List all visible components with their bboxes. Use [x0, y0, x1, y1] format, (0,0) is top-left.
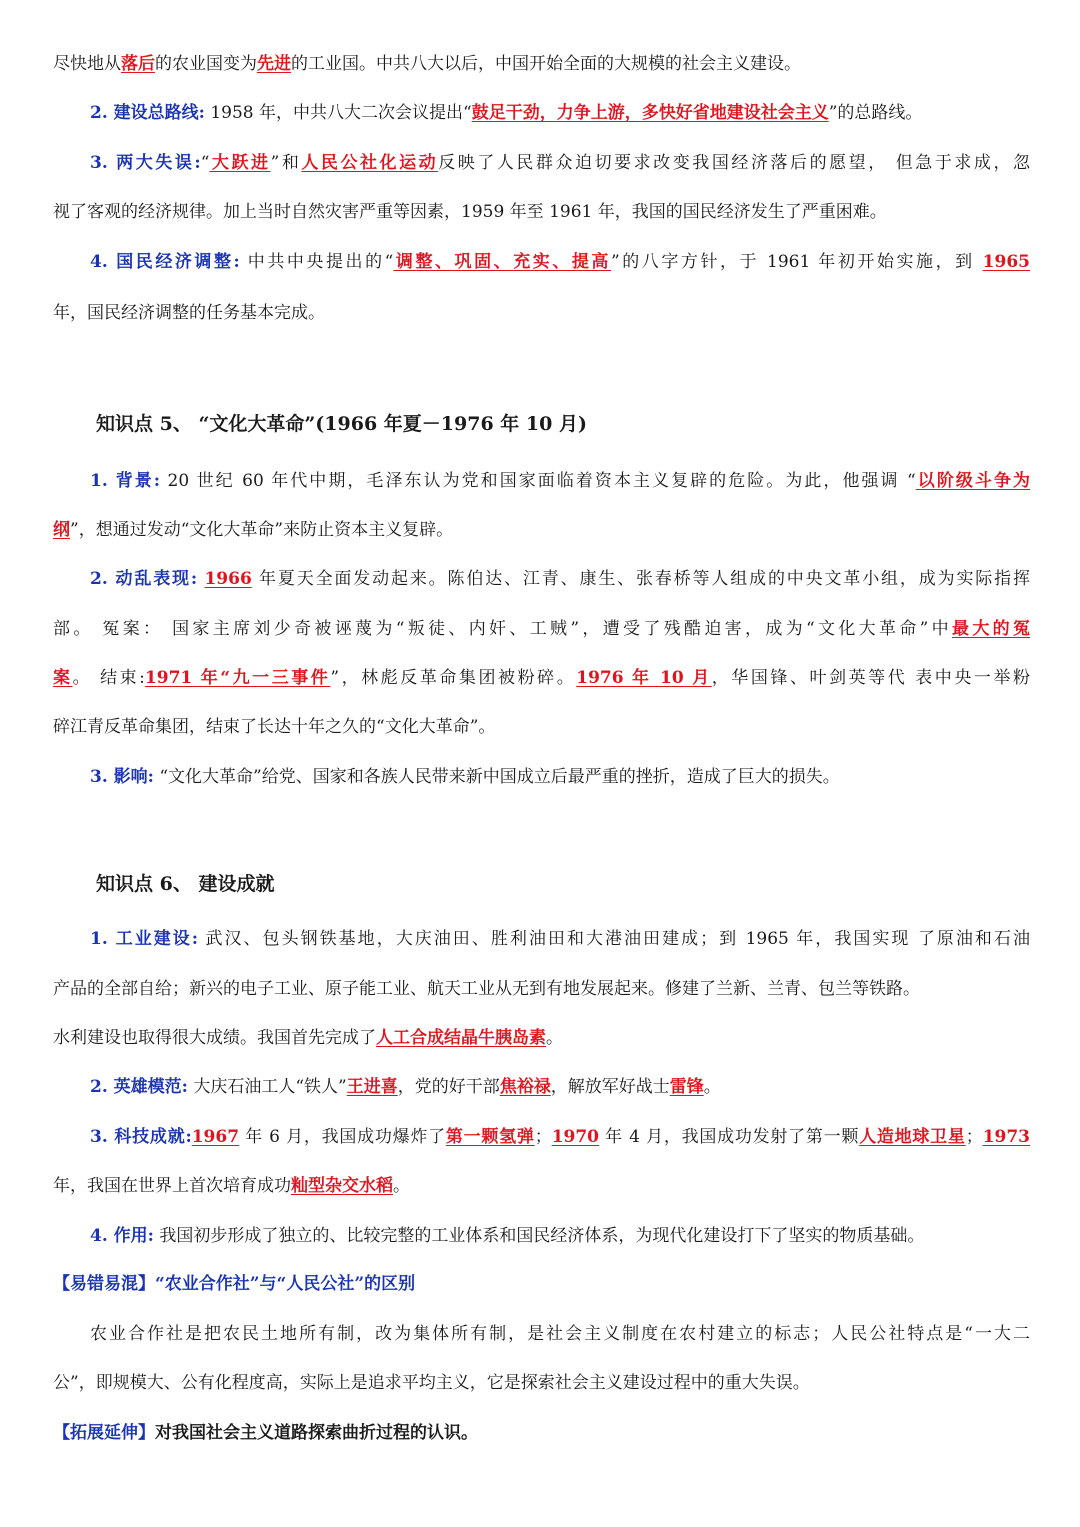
point-label: 2. 英雄模范: [90, 1077, 188, 1097]
paragraph-line [90, 101, 1033, 125]
text: 农业合作社是把农民土地所有制，改为集体所有制，是社会主义制度在农村建立的标志；人民公社特点是“一大二 [90, 1324, 1030, 1344]
text: 武汉、包头钢铁基地，大庆油田、胜利油田和大港油田建成；到 1965 年，我国实现 了原油和石油 [198, 929, 1030, 949]
text: 碎江青反革命集团，结束了长达十年之久的“文化大革命”。 [53, 717, 496, 737]
text: 的农业国变为 [155, 54, 257, 74]
text: 我国初步形成了独立的、比较完整的工业体系和国民经济体系，为现代化建设打下了坚实的物质基础。 [153, 1226, 925, 1246]
key-term: 人民公社化运动 [301, 153, 439, 173]
text: 年，国民经济调整的任务基本完成。 [53, 303, 325, 323]
key-term: 先进 [257, 54, 291, 74]
key-term: 1965 [982, 252, 1030, 272]
text: ，华国锋、叶剑英等代 表中央一举粉 [711, 668, 1031, 688]
key-term: 落后 [121, 54, 155, 74]
point-label: 3. 科技成就: [90, 1127, 192, 1147]
key-term: 1967 [191, 1127, 240, 1147]
text: 中共中央提出的“ [239, 252, 394, 272]
text: ”，想通过发动“文化大革命”来防止资本主义复辟。 [70, 520, 454, 540]
section-heading: 知识点 5、 “文化大革命”(1966 年夏－1976 年 10 月) [96, 413, 587, 435]
key-term: 调整、巩固、充实、提高 [393, 252, 611, 272]
text: 产品的全部自给；新兴的电子工业、原子能工业、航天工业从无到有地发展起来。修建了兰新、兰青、包兰等铁路。 [53, 979, 920, 999]
key-term: 鼓足干劲，力争上游，多快好省地建设社会主义 [471, 103, 829, 123]
text: ，解放军好战士 [550, 1077, 670, 1097]
note-title: 对我国社会主义道路探索曲折过程的认识。 [155, 1423, 478, 1443]
paragraph-line [53, 1371, 1033, 1395]
text: 20 世纪 60 年代中期，毛泽东认为党和国家面临着资本主义复辟的危险。为此，他强调 “ [160, 471, 916, 491]
point-label: 4. 作用: [90, 1226, 154, 1246]
point-label: 1. 工业建设: [90, 929, 199, 949]
paragraph-line [53, 715, 1033, 739]
paragraph-line [90, 927, 1030, 951]
paragraph-line [53, 518, 1033, 542]
text: ； [534, 1127, 552, 1147]
section-heading: 知识点 6、 建设成就 [96, 873, 275, 895]
text: 大庆石油工人“铁人” [187, 1077, 347, 1097]
key-term: 人工合成结晶牛胰岛素 [376, 1028, 546, 1048]
key-term: 焦裕禄 [499, 1077, 551, 1097]
note-heading [53, 1272, 1033, 1296]
key-term: 雷锋 [669, 1077, 704, 1097]
paragraph-line [53, 977, 1033, 1001]
text: 尽快地从 [53, 54, 121, 74]
text: 水利建设也取得很大成绩。我国首先完成了 [53, 1028, 376, 1048]
text: 年夏天全面发动起来。陈伯达、江青、康生、张春桥等人组成的中央文革小组，成为实际指挥 [251, 569, 1030, 589]
text: 1958 年，中共八大二次会议提出“ [204, 103, 472, 123]
paragraph-line [90, 1075, 1033, 1099]
paragraph-line [53, 52, 1033, 76]
text: 反映了人民群众迫切要求改变我国经济落后的愿望， 但急于求成，忽 [438, 153, 1031, 173]
text: “ [200, 153, 210, 173]
note-tag: 【易错易混】 [53, 1274, 155, 1294]
paragraph-line [53, 666, 1030, 690]
key-term: 最大的冤 [952, 619, 1031, 639]
paragraph-line [90, 765, 1033, 789]
key-term: 1970 [551, 1127, 600, 1147]
text: 。 [703, 1077, 721, 1097]
text: 。 [546, 1028, 563, 1048]
text: 公”，即规模大、公有化程度高，实际上是追求平均主义，它是探索社会主义建设过程中的重大失误。 [53, 1373, 810, 1393]
note-heading [53, 1421, 1033, 1445]
paragraph-line [53, 301, 1033, 325]
paragraph-line [53, 200, 1033, 224]
text: ； [965, 1127, 983, 1147]
paragraph-line [53, 1026, 1033, 1050]
text: ”，林彪反革命集团被粉碎。 [330, 668, 577, 688]
text: 年 6 月，我国成功爆炸了 [239, 1127, 446, 1147]
paragraph-line [53, 1174, 1033, 1198]
text: 的工业国。中共八大以后，中国开始全面的大规模的社会主义建设。 [291, 54, 801, 74]
text: 部。 冤案： 国家主席刘少奇被诬蔑为“叛徒、内奸、工贼”，遭受了残酷迫害，成为“文化大革命”中 [53, 619, 953, 639]
key-term: 1973 [982, 1127, 1031, 1147]
key-term: 以阶级斗争为 [915, 471, 1030, 491]
text: 视了客观的经济规律。加上当时自然灾害严重等因素，1959 年至 1961 年，我国的国民经济发生了严重困难。 [53, 202, 887, 222]
paragraph-line [90, 469, 1030, 493]
paragraph-line [90, 250, 1030, 274]
text: 。 [393, 1176, 410, 1196]
note-title: “农业合作社”与“人民公社”的区别 [155, 1274, 416, 1294]
paragraph-line [90, 151, 1030, 175]
paragraph-line [90, 567, 1030, 591]
key-term: 1966 [204, 569, 252, 589]
text: ”的八字方针，于 1961 年初开始实施，到 [610, 252, 983, 272]
key-term: 纲 [53, 520, 70, 540]
key-term: 案 [53, 668, 73, 688]
paragraph-line [53, 617, 1030, 641]
point-label: 2. 动乱表现: [90, 569, 198, 589]
text: “文化大革命”给党、国家和各族人民带来新中国成立后最严重的挫折，造成了巨大的损失。 [153, 767, 840, 787]
key-term: 王进喜 [346, 1077, 398, 1097]
paragraph-line [90, 1322, 1030, 1346]
key-term: 1971 年“九一三事件 [144, 668, 331, 688]
text: 年 4 月，我国成功发射了第一颗 [599, 1127, 860, 1147]
key-term: 大跃进 [209, 153, 271, 173]
point-label: 4. 国民经济调整: [90, 252, 240, 272]
key-term: 籼型杂交水稻 [291, 1176, 393, 1196]
point-label: 1. 背景: [90, 471, 161, 491]
key-term: 第一颗氢弹 [445, 1127, 535, 1147]
point-label: 2. 建设总路线: [90, 103, 205, 123]
text: ”和 [270, 153, 302, 173]
point-label: 3. 两大失误: [90, 153, 201, 173]
text: 年，我国在世界上首次培育成功 [53, 1176, 291, 1196]
paragraph-line [90, 1125, 1030, 1149]
point-label: 3. 影响: [90, 767, 154, 787]
text: 。 结束: [72, 668, 145, 688]
text: ”的总路线。 [828, 103, 923, 123]
paragraph-line [90, 1224, 1033, 1248]
note-tag: 【拓展延伸】 [53, 1423, 155, 1443]
key-term: 1976 年 10 月 [576, 668, 712, 688]
key-term: 人造地球卫星 [859, 1127, 966, 1147]
text: ，党的好干部 [397, 1077, 500, 1097]
